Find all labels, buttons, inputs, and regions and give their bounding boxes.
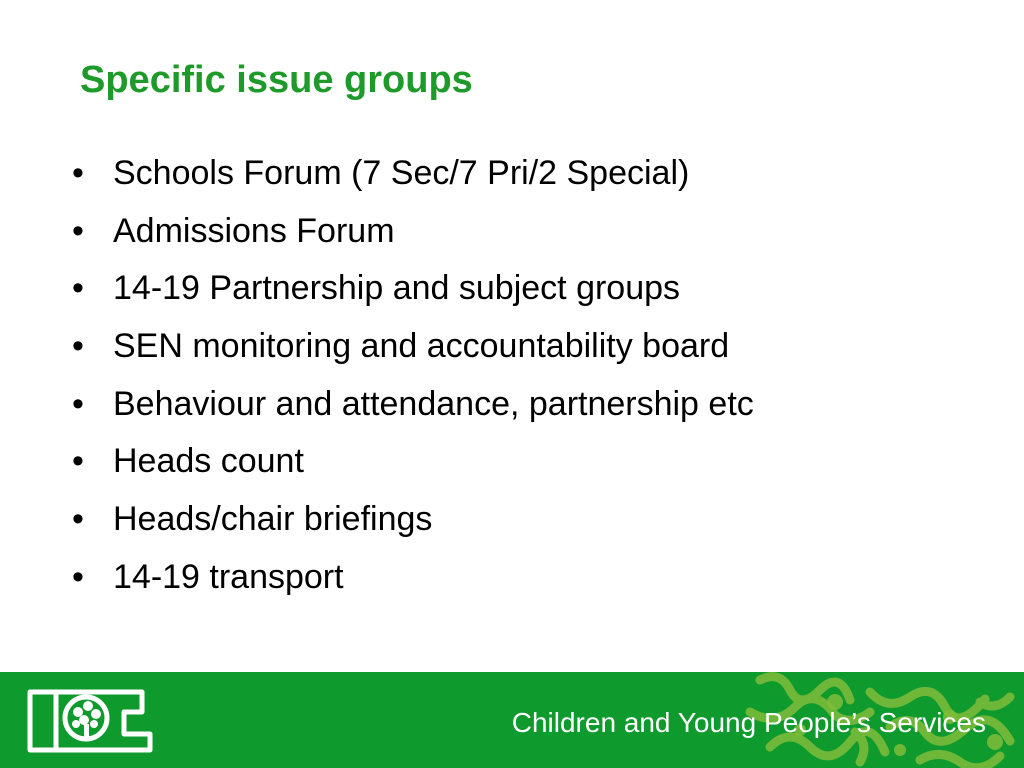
list-item [72, 145, 754, 203]
bullet-marker: • [72, 154, 84, 192]
list-item [72, 549, 754, 607]
list-item [72, 376, 754, 434]
list-item [72, 318, 754, 376]
bullet-marker: • [72, 557, 84, 596]
bullet-marker: • [72, 442, 84, 481]
bullet-text: Admissions Forum [113, 211, 395, 250]
list-item [72, 203, 754, 261]
bullet-marker: • [72, 327, 84, 366]
bullet-text: 14-19 Partnership and subject groups [113, 269, 681, 308]
bullet-marker: • [72, 211, 84, 250]
bullet-text: Schools Forum (7 Sec/7 Pri/2 Special) [113, 154, 690, 192]
bullet-text: Heads/chair briefings [113, 500, 433, 539]
bullet-marker: • [72, 384, 84, 423]
bullet-text: Behaviour and attendance, partnership etc [113, 384, 754, 423]
bullet-text: 14-19 transport [113, 557, 344, 596]
list-item [72, 260, 754, 318]
bullet-list [72, 145, 754, 607]
bullet-text: Heads count [113, 442, 304, 481]
bullet-text: SEN monitoring and accountability board [113, 327, 730, 366]
bullet-marker: • [72, 500, 84, 539]
list-item [72, 433, 754, 491]
slide-title: Specific issue groups [80, 59, 473, 101]
tree-emblem-icon [22, 684, 158, 758]
bullet-marker: • [72, 269, 84, 308]
footer-bar [0, 672, 1024, 768]
footer-org-name: Children and Young People’s Services [511, 707, 986, 738]
list-item [72, 491, 754, 549]
